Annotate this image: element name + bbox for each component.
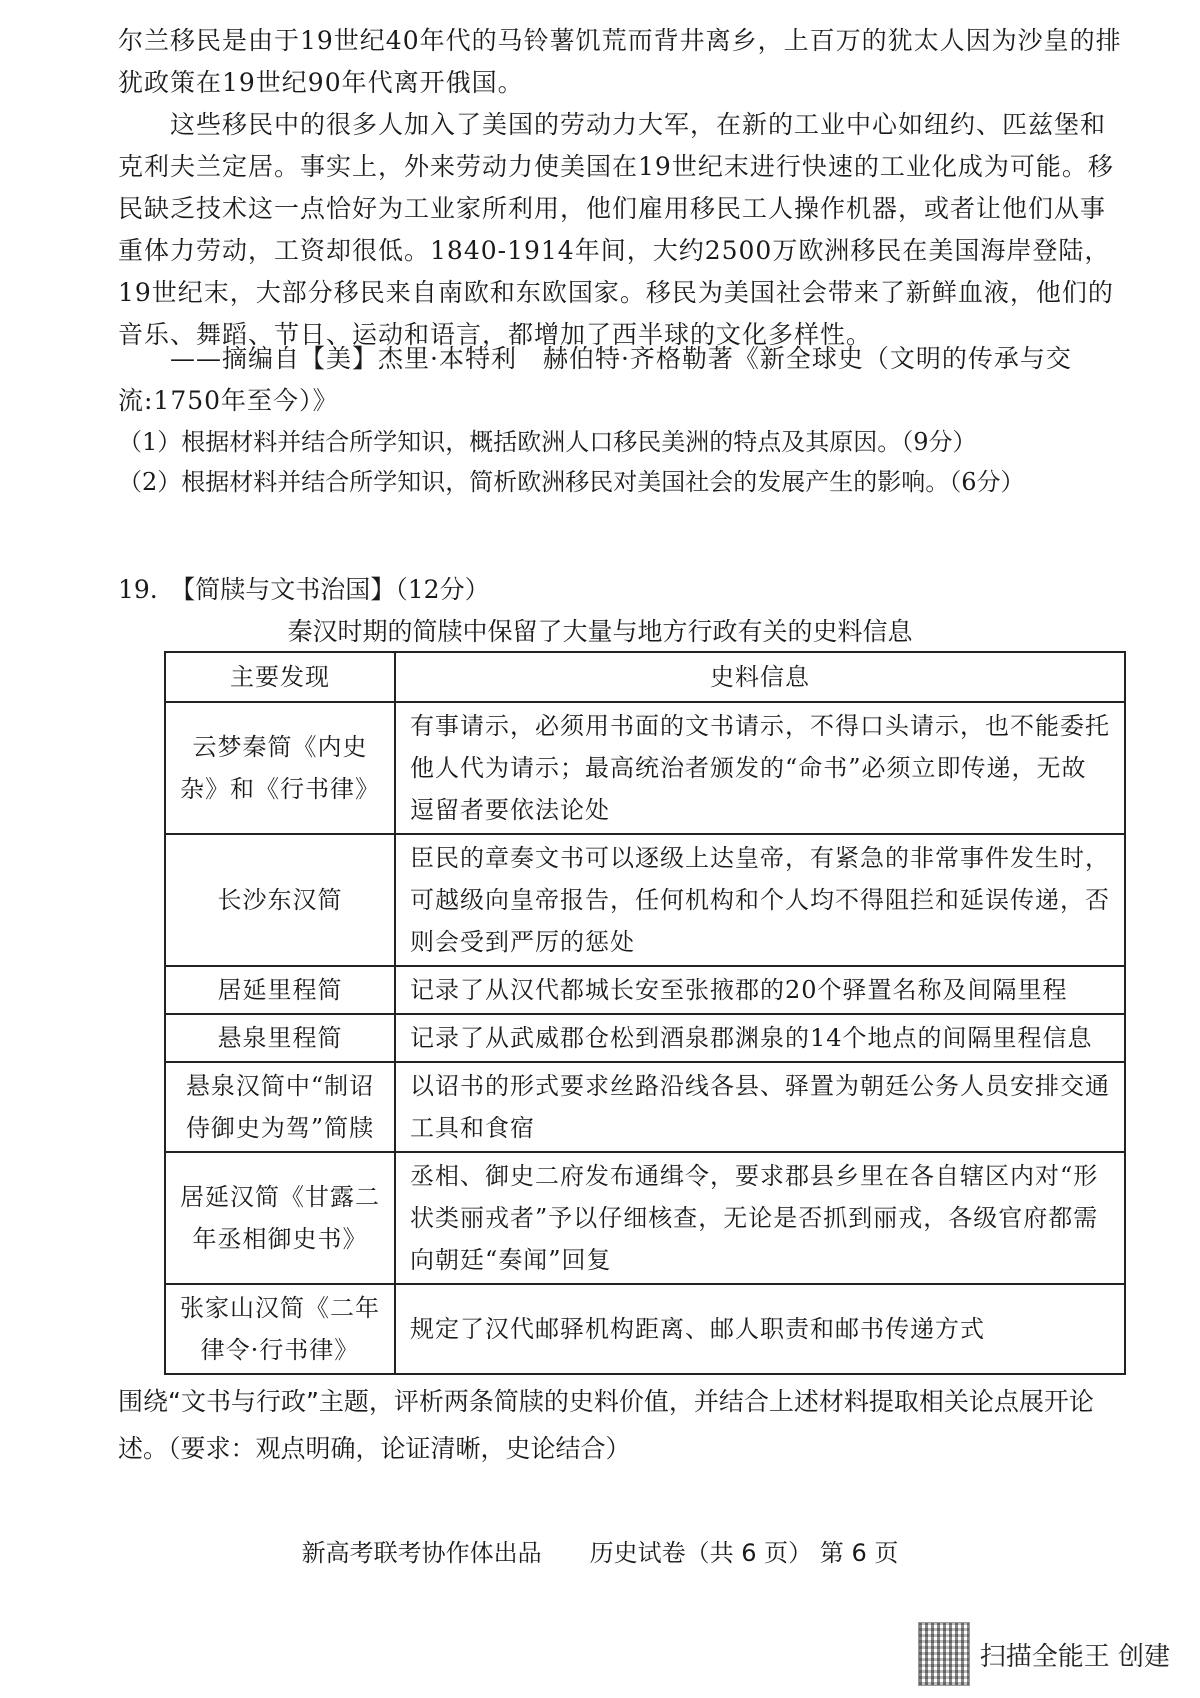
table-row <box>165 966 1125 1014</box>
info-cell: 以诏书的形式要求丝路沿线各县、驿置为朝廷公务人员安排交通工具和食宿 <box>395 1062 1125 1152</box>
table-caption: 秦汉时期的简牍中保留了大量与地方行政有关的史料信息 <box>287 617 913 646</box>
finding-cell: 居延里程简 <box>165 966 395 1014</box>
table-row <box>165 1014 1125 1062</box>
qr-code-icon <box>918 1622 970 1686</box>
info-cell: 有事请示，必须用书面的文书请示，不得口头请示，也不能委托他人代为请示；最高统治者颁发的“命书”必须立即传递，无故逗留者要依法论处 <box>395 702 1125 834</box>
question-19-task: 围绕“文书与行政”主题，评析两条简牍的史料价值，并结合上述材料提取相关论点展开论述。（要求：观点明确，论证清晰，史论结合） <box>118 1387 1094 1463</box>
table-row <box>165 1152 1125 1284</box>
table-row <box>165 1062 1125 1152</box>
table-row <box>165 1284 1125 1374</box>
finding-cell: 悬泉汉简中“制诏侍御史为驾”简牍 <box>165 1062 395 1152</box>
material-paragraph-1: 尔兰移民是由于19世纪40年代的马铃薯饥荒而背井离乡，上百万的犹太人因为沙皇的排犹政策在19世纪90年代离开俄国。 <box>118 26 1122 97</box>
historical-sources-table <box>164 651 1126 1375</box>
table-row <box>165 834 1125 966</box>
finding-cell: 居延汉简《甘露二年丞相御史书》 <box>165 1152 395 1284</box>
info-cell: 规定了汉代邮驿机构距离、邮人职责和邮书传递方式 <box>395 1284 1125 1374</box>
material-source: ——摘编自【美】杰里·本特利 赫伯特·齐格勒著《新全球史（文明的传承与交流:1750年至今）》 <box>118 344 1072 415</box>
finding-cell: 悬泉里程简 <box>165 1014 395 1062</box>
question-19-heading: 19. 【简牍与文书治国】（12分） <box>118 575 490 604</box>
info-cell: 记录了从汉代都城长安至张掖郡的20个驿置名称及间隔里程 <box>395 966 1125 1014</box>
material-paragraph-2: 这些移民中的很多人加入了美国的劳动力大军，在新的工业中心如纽约、匹兹堡和克利夫兰定居。事实上，外来劳动力使美国在19世纪末进行快速的工业化成为可能。移民缺乏技术这一点恰好为工业家所利用，他们雇用移民工人操作机器，或者让他们从事重体力劳动，工资却很低。1840-1914年间，大约2500万欧洲移民在美国海岸登陆，19世纪末，大部分移民来自南欧和东欧国家。移民为美国社会带来了新鲜血液，他们的音乐、舞蹈、节日、运动和语言，都增加了西半球的文化多样性。 <box>118 110 1114 349</box>
finding-cell: 张家山汉简《二年律令·行书律》 <box>165 1284 395 1374</box>
header-source-info: 史料信息 <box>395 652 1125 702</box>
finding-cell: 云梦秦简《内史杂》和《行书律》 <box>165 702 395 834</box>
table-header-row <box>165 652 1125 702</box>
finding-cell: 长沙东汉简 <box>165 834 395 966</box>
info-cell: 记录了从武威郡仓松到酒泉郡渊泉的14个地点的间隔里程信息 <box>395 1014 1125 1062</box>
question-18-2: （2）根据材料并结合所学知识，简析欧洲移民对美国社会的发展产生的影响。（6分） <box>118 468 1025 496</box>
header-main-findings: 主要发现 <box>165 652 395 702</box>
page-footer: 新高考联考协作体出品 历史试卷（共 6 页） 第 6 页 <box>301 1539 899 1567</box>
info-cell: 臣民的章奏文书可以逐级上达皇帝，有紧急的非常事件发生时，可越级向皇帝报告，任何机构和个人均不得阻拦和延误传递，否则会受到严厉的惩处 <box>395 834 1125 966</box>
watermark-text: 扫描全能王 创建 <box>979 1641 1170 1672</box>
table-row <box>165 702 1125 834</box>
info-cell: 丞相、御史二府发布通缉令，要求郡县乡里在各自辖区内对“形状类丽戎者”予以仔细核查，无论是否抓到丽戎，各级官府都需向朝廷“奏闻”回复 <box>395 1152 1125 1284</box>
question-18-1: （1）根据材料并结合所学知识，概括欧洲人口移民美洲的特点及其原因。（9分） <box>118 428 977 456</box>
scanner-watermark <box>918 1622 1170 1686</box>
